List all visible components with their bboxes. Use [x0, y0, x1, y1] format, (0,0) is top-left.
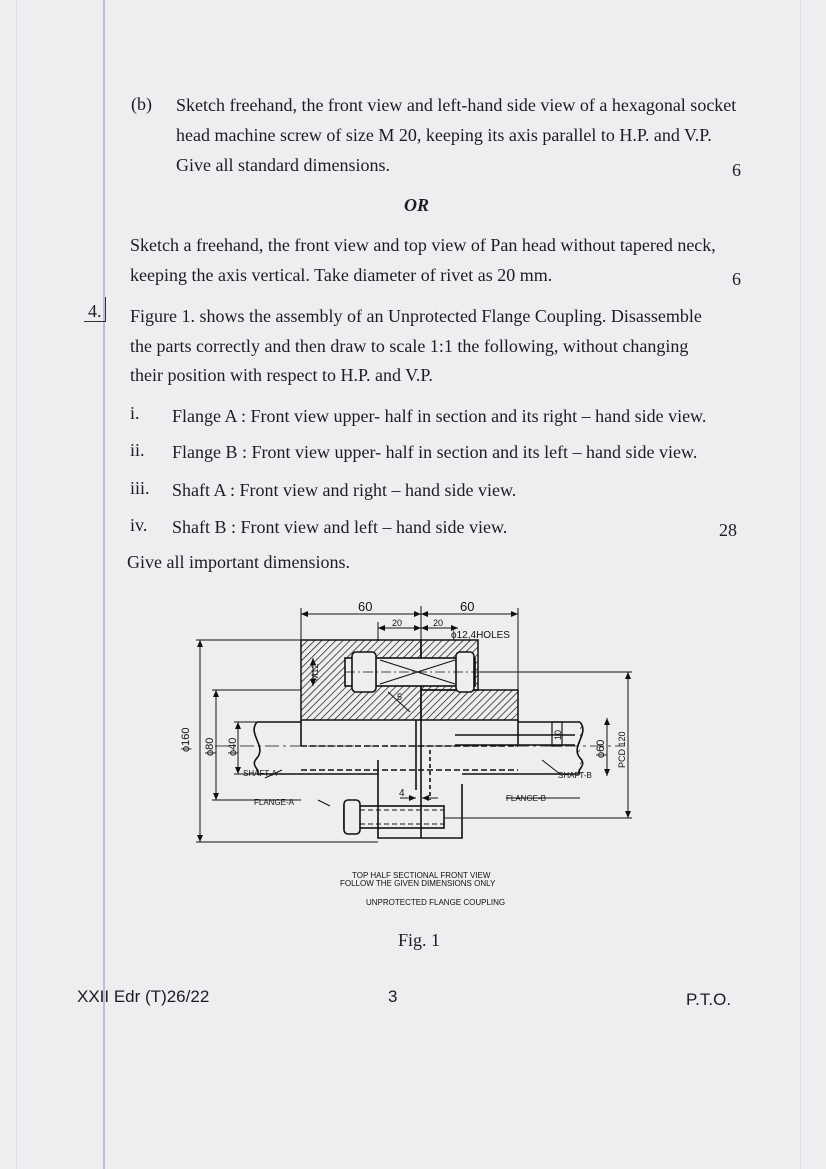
- dim-20-left: 20: [392, 618, 403, 628]
- figure-label: Fig. 1: [398, 930, 441, 950]
- q4-number: 4.: [88, 301, 102, 321]
- figure-caption-3: UNPROTECTED FLANGE COUPLING: [366, 898, 506, 907]
- q4-line-2: the parts correctly and then draw to scale 1:1 the following, without changing: [130, 336, 689, 356]
- q4-line-3: their position with respect to H.P. and V.P.: [130, 365, 433, 385]
- footer-pto: P.T.O.: [686, 990, 732, 1009]
- q4-item-2-text: Flange B : Front view upper- half in section and its left – hand side view.: [172, 442, 698, 462]
- dim-pcd: PCD 120: [617, 731, 627, 768]
- footer-page-number: 3: [388, 987, 398, 1006]
- q4-marks: 28: [719, 520, 737, 540]
- alt-line-1: Sketch a freehand, the front view and top view of Pan head without tapered neck,: [130, 235, 716, 255]
- dim-10: 10: [553, 729, 563, 740]
- dim-80: ϕ80: [204, 737, 216, 756]
- dim-holes: ϕ12,4HOLES: [451, 630, 510, 641]
- q4-closing: Give all important dimensions.: [127, 552, 350, 572]
- or-separator: OR: [404, 195, 430, 215]
- q4-item-3-num: iii.: [130, 478, 150, 498]
- bolt-lower: [344, 800, 444, 834]
- label-flange-a: FLANGE-A: [254, 798, 295, 807]
- q4-item-1-num: i.: [130, 403, 140, 423]
- figure-caption-2: FOLLOW THE GIVEN DIMENSIONS ONLY: [340, 879, 496, 888]
- dim-60-right: 60: [460, 599, 475, 614]
- label-shaft-b: SHAFT-B: [558, 771, 592, 780]
- label-shaft-a: SHAFT-A: [243, 769, 277, 778]
- q3b-marks: 6: [732, 160, 741, 180]
- dim-160: ϕ160: [180, 727, 192, 752]
- alt-line-2: keeping the axis vertical. Take diameter of rivet as 20 mm.: [130, 265, 553, 285]
- q3b-line-3: Give all standard dimensions.: [176, 155, 390, 175]
- dim-60-left: 60: [358, 599, 373, 614]
- dim-40: ϕ40: [227, 737, 239, 756]
- figure-caption-1: TOP HALF SECTIONAL FRONT VIEW: [352, 871, 491, 880]
- dim-60-shaft: ϕ60: [595, 739, 607, 758]
- q3b-line-2: head machine screw of size M 20, keeping its axis parallel to H.P. and V.P.: [176, 125, 712, 145]
- q4-item-3-text: Shaft A : Front view and right – hand side view.: [172, 480, 517, 500]
- q4-item-4-text: Shaft B : Front view and left – hand side view.: [172, 517, 508, 537]
- dim-m12: M12: [310, 663, 320, 681]
- q4-item-2-num: ii.: [130, 440, 145, 460]
- shafts: [254, 722, 583, 800]
- dim-5: 5: [397, 692, 403, 702]
- q3b-line-1: Sketch freehand, the front view and left-hand side view of a hexagonal socket: [176, 95, 737, 115]
- alt-marks: 6: [732, 269, 741, 289]
- q4-item-1-text: Flange A : Front view upper- half in section and its right – hand side view.: [172, 406, 707, 426]
- footer-paper-code: XXII Edr (T)26/22: [77, 987, 210, 1006]
- q4-line-1: Figure 1. shows the assembly of an Unprotected Flange Coupling. Disassemble: [130, 306, 702, 326]
- dim-4: 4: [399, 788, 405, 799]
- label-flange-b: FLANGE-B: [506, 794, 547, 803]
- dim-20-right: 20: [433, 618, 444, 628]
- q4-item-4-num: iv.: [130, 515, 148, 535]
- q3b-label: (b): [131, 94, 152, 114]
- bolt-upper: [345, 652, 480, 692]
